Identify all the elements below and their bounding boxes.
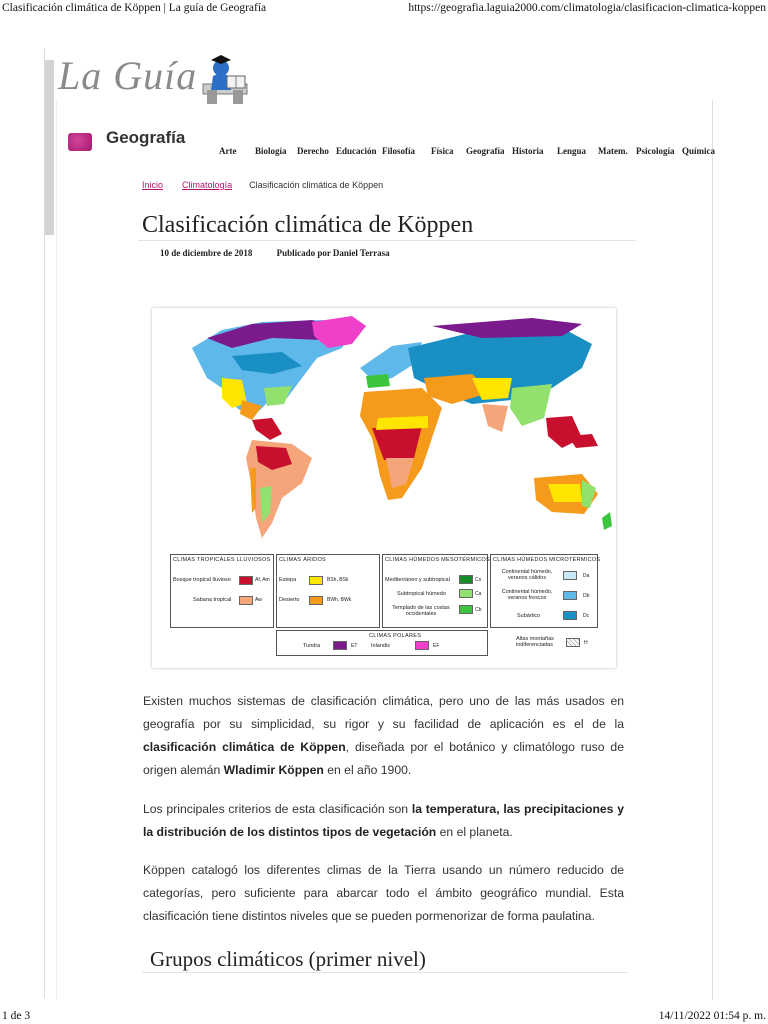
- print-header: [0, 0, 768, 18]
- legend-code: BSh, BSk: [327, 577, 349, 583]
- legend-swatch: [239, 596, 253, 605]
- legend-code: Ca: [475, 591, 482, 597]
- nav-item-biologia[interactable]: Biología: [255, 146, 287, 156]
- section-heading: Grupos climáticos (primer nivel): [150, 947, 426, 971]
- nav-item-quimica[interactable]: Química: [682, 146, 715, 156]
- breadcrumb-current: Clasificación climática de Köppen: [249, 180, 384, 190]
- legend-swatch: [459, 589, 473, 598]
- content-border-left: [56, 100, 57, 1000]
- legend-code: Da: [583, 573, 590, 579]
- print-footer: [0, 1010, 768, 1024]
- legend-heading: CLIMAS HÚMEDOS MICROTÉRMICOS: [493, 557, 601, 563]
- legend-label: Continental húmedo, veranos cálidos: [501, 569, 553, 581]
- site-logo[interactable]: [58, 50, 258, 110]
- paragraph-text: , diseñada por el botánico y climatólogo ruso de origen alemán: [143, 740, 624, 777]
- title-divider: [138, 240, 636, 241]
- paragraph-intro: [143, 690, 624, 782]
- nav-item-lengua[interactable]: Lengua: [557, 146, 587, 156]
- graduate-reading-icon: [193, 54, 255, 106]
- paragraph-text: en el año 1900.: [323, 763, 412, 777]
- nav-item-historia[interactable]: Historia: [512, 146, 544, 156]
- legend-microthermal: [490, 554, 601, 628]
- legend-swatch: [309, 596, 323, 605]
- legend-code: Af, Am: [255, 577, 270, 583]
- breadcrumb-category-link[interactable]: Climatología: [182, 180, 233, 190]
- legend-code: Db: [583, 593, 590, 599]
- article-meta: [160, 248, 390, 258]
- legend-swatch: [459, 605, 473, 614]
- nav-item-filosofia[interactable]: Filosofía: [382, 146, 415, 156]
- section-title[interactable]: Geografía: [106, 128, 186, 147]
- legend-arid: [276, 554, 380, 628]
- legend-swatch: [459, 575, 473, 584]
- logo-text: La Guía: [58, 53, 198, 98]
- legend-heading: CLIMAS HÚMEDOS MESOTÉRMICOS: [385, 557, 490, 563]
- heading-divider: [142, 972, 628, 973]
- bold-text: clasificación climática de Köppen: [143, 740, 346, 754]
- print-page-title: Clasificación climática de Köppen | La guía de Geografía: [2, 2, 267, 14]
- article-title: Clasificación climática de Köppen: [142, 212, 474, 238]
- legend-code: EF: [433, 643, 440, 649]
- world-climate-map: [152, 308, 616, 553]
- paragraph-categories: Köppen catalogó los diferentes climas de la Tierra usando un número reducido de categorías, pero suficiente para abarcar todo el ámbito geográfico mundial. Esta clasificación tiene distintos niveles que se pueden pormenorizar de forma paulatina.: [143, 863, 624, 923]
- article-date: 10 de diciembre de 2018: [160, 248, 253, 258]
- print-page-url: https://geografia.laguia2000.com/climatologia/clasificacion-climatica-koppen: [408, 2, 766, 14]
- legend-label: Tundra: [303, 643, 321, 649]
- legend-code: ET: [351, 643, 358, 649]
- print-datetime: 14/11/2022 01:54 p. m.: [658, 1010, 766, 1022]
- legend-tropical: [170, 554, 274, 628]
- legend-label: Inlandis: [371, 643, 390, 649]
- nav-item-educacion[interactable]: Educación: [336, 146, 377, 156]
- legend-code: Cb: [475, 607, 482, 613]
- bold-text: la temperatura, las precipitaciones y la distribución de los distintos tipos de vegetación: [143, 802, 624, 839]
- legend-heading: CLIMAS ÁRIDOS: [279, 557, 326, 563]
- legend-label: Continental húmedo, veranos frescos: [501, 589, 553, 601]
- legend-code: H: [584, 640, 588, 646]
- legend-label: Subtropical húmedo: [397, 591, 446, 597]
- legend-swatch: [566, 638, 580, 647]
- legend-swatch: [563, 591, 577, 600]
- legend-heading: CLIMAS TROPICALES LLUVIOSOS: [173, 557, 271, 563]
- paragraph-text: Existen muchos sistemas de clasificación climática, pero uno de las más usados en geografía por su simplicidad, su rigor y su facilidad de aplicación es el de la: [143, 694, 624, 731]
- legend-label: Mediterráneo y subtropical: [385, 577, 450, 583]
- nav-item-arte[interactable]: Arte: [219, 146, 237, 156]
- legend-label: Altas montañas indiferenciadas: [516, 636, 554, 648]
- legend-label: Subártico: [517, 613, 541, 619]
- paragraph-text: Los principales criterios de esta clasificación son: [143, 802, 412, 816]
- scrollbar-thumb[interactable]: [45, 60, 54, 235]
- paragraph-criteria: [143, 798, 624, 844]
- legend-code: Dc: [583, 613, 590, 619]
- legend-label: Templado de las costas occidentales: [392, 605, 450, 617]
- breadcrumb-home-link[interactable]: Inicio: [142, 180, 164, 190]
- legend-heading: CLIMAS POLARES: [369, 633, 422, 639]
- legend-polar: [276, 630, 488, 656]
- bold-text: Wladimir Köppen: [223, 763, 324, 777]
- legend-swatch: [415, 641, 429, 650]
- legend-code: Aw: [255, 597, 262, 603]
- geography-section-icon: [68, 133, 92, 151]
- legend-mesothermal: [382, 554, 488, 628]
- print-page-number: 1 de 3: [2, 1010, 31, 1022]
- legend-label: Estepa: [279, 577, 297, 583]
- article-author[interactable]: Publicado por Daniel Terrasa: [276, 248, 390, 258]
- legend-swatch: [563, 571, 577, 580]
- legend-label: Desierto: [279, 597, 300, 603]
- legend-label: Bosque tropical lluvioso: [173, 577, 231, 583]
- nav-item-derecho[interactable]: Derecho: [297, 146, 329, 156]
- legend-swatch: [309, 576, 323, 585]
- nav-item-fisica[interactable]: Física: [431, 146, 454, 156]
- legend-swatch: [239, 576, 253, 585]
- nav-item-psicologia[interactable]: Psicología: [636, 146, 675, 156]
- breadcrumb: [142, 180, 383, 190]
- nav-item-matematicas[interactable]: Matem.: [598, 146, 628, 156]
- koppen-world-map[interactable]: [152, 308, 616, 668]
- legend-code: BWh, BWk: [327, 597, 352, 603]
- legend-swatch: [563, 611, 577, 620]
- nav-item-geografia[interactable]: Geografía: [466, 146, 505, 156]
- map-legend: [170, 554, 601, 660]
- legend-code: Cs: [475, 577, 482, 583]
- paragraph-text: en el planeta.: [436, 825, 513, 839]
- legend-swatch: [333, 641, 347, 650]
- legend-label: Sabana tropical: [193, 597, 232, 603]
- content-border-right: [712, 100, 713, 1000]
